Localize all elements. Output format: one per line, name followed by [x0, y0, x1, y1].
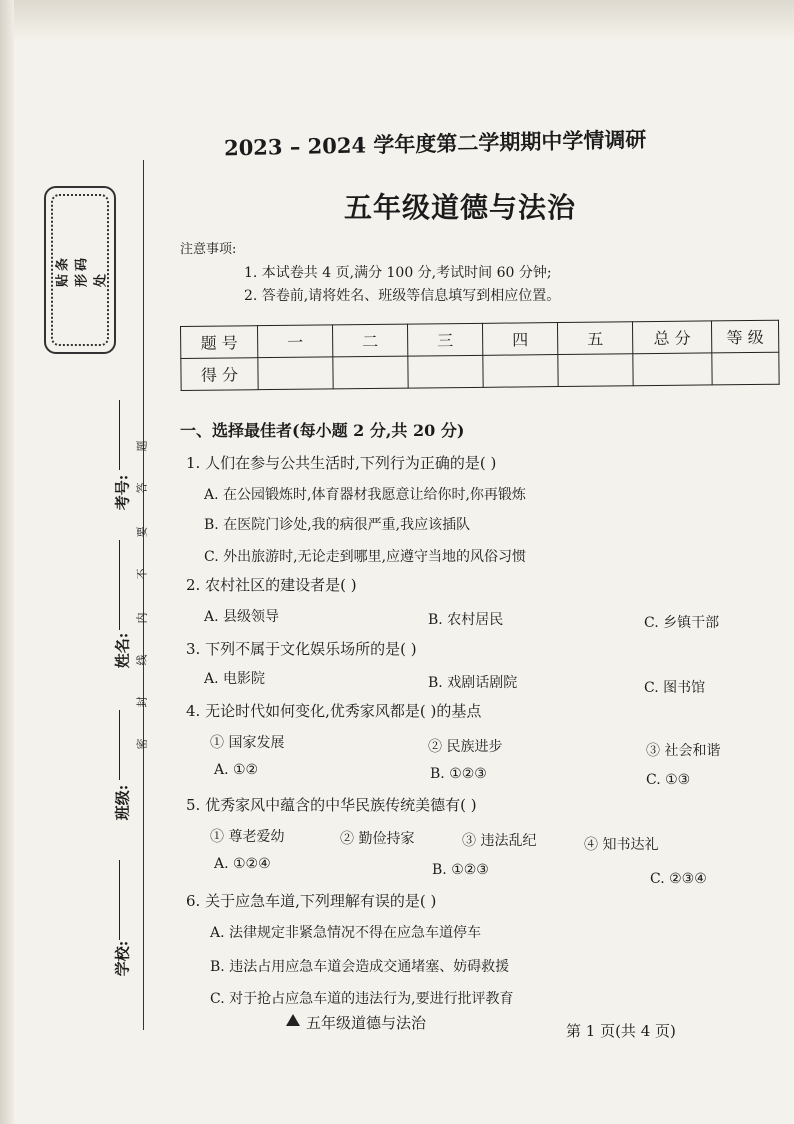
- barcode-box: [44, 186, 116, 354]
- score-header-cell: 一: [258, 325, 333, 358]
- question-option: A. 电影院: [204, 671, 266, 687]
- question-option: B. 农村居民: [428, 612, 504, 628]
- section-heading: 一、选择最佳者(每小题 2 分,共 20 分): [180, 421, 465, 440]
- question-option: B. ①②③: [430, 766, 487, 782]
- seal-char: 密: [135, 738, 149, 750]
- question-item: ① 尊老爱幼: [210, 829, 285, 845]
- question-option: C. 外出旅游时,无论走到哪里,应遵守当地的风俗习惯: [204, 549, 527, 565]
- question-stem: 5. 优秀家风中蕴含的中华民族传统美德有( ): [186, 796, 477, 814]
- school-label: 学校:: [113, 940, 132, 977]
- question-option: C. ②③④: [650, 871, 707, 887]
- question-option: A. ①②: [214, 762, 259, 778]
- score-cell[interactable]: [712, 352, 779, 385]
- barcode-label: 贴条形码处: [55, 254, 109, 287]
- class-label: 班级:: [113, 784, 132, 821]
- class-field[interactable]: [119, 710, 120, 780]
- question-stem: 3. 下列不属于文化娱乐场所的是( ): [186, 640, 417, 658]
- name-label: 姓名:: [113, 632, 132, 669]
- score-header-cell: 四: [482, 323, 557, 356]
- score-cell[interactable]: [558, 354, 633, 387]
- exam-no-label: 考号:: [113, 474, 132, 511]
- question-item: ② 民族进步: [428, 739, 503, 755]
- seal-char: 线: [135, 654, 149, 666]
- paper-top-edge: [0, 0, 794, 42]
- seal-char: 题: [135, 440, 149, 452]
- warning-triangle-icon: [286, 1014, 300, 1026]
- name-field[interactable]: [119, 540, 120, 630]
- score-cell[interactable]: [408, 355, 483, 388]
- paper-left-edge: [0, 0, 14, 1124]
- school-field[interactable]: [119, 860, 120, 940]
- score-cell[interactable]: [333, 356, 408, 389]
- seal-char: 封: [135, 696, 149, 708]
- score-cell[interactable]: [483, 355, 558, 388]
- notice-heading: 注意事项:: [180, 242, 237, 257]
- score-header-cell: 题 号: [181, 326, 258, 359]
- page-number: 第 1 页(共 4 页): [566, 1022, 676, 1040]
- exam-title: 2023 – 2024 学年度第二学期期中学情调研: [223, 126, 647, 161]
- score-header-cell: 等 级: [711, 320, 778, 353]
- question-option: A. ①②④: [214, 856, 271, 872]
- question-option: B. 戏剧话剧院: [428, 675, 518, 691]
- question-option: B. 违法占用应急车道会造成交通堵塞、妨碍救援: [210, 959, 510, 975]
- score-header-cell: 五: [557, 322, 632, 355]
- question-option: C. 对于抢占应急车道的违法行为,要进行批评教育: [210, 991, 514, 1007]
- question-item: ① 国家发展: [210, 735, 285, 751]
- score-header-cell: 三: [407, 323, 482, 356]
- question-stem: 1. 人们在参与公共生活时,下列行为正确的是( ): [186, 454, 497, 472]
- score-table: [180, 320, 780, 391]
- binding-line: [143, 160, 144, 1030]
- score-table-score-row: [181, 352, 779, 390]
- score-header-cell: 总 分: [632, 321, 711, 354]
- score-cell[interactable]: [633, 353, 712, 386]
- subject-title: 五年级道德与法治: [344, 191, 577, 224]
- question-item: ③ 违法乱纪: [462, 833, 537, 849]
- score-cell[interactable]: [258, 357, 333, 390]
- question-item: ④ 知书达礼: [584, 837, 659, 853]
- notice-item: 1. 本试卷共 4 页,满分 100 分,考试时间 60 分钟;: [244, 265, 552, 281]
- question-option: A. 县级领导: [204, 609, 280, 625]
- question-option: C. 乡镇干部: [644, 615, 720, 631]
- question-stem: 6. 关于应急车道,下列理解有误的是( ): [186, 892, 437, 910]
- notice-item: 2. 答卷前,请将姓名、班级等信息填写到相应位置。: [244, 288, 561, 304]
- question-option: B. ①②③: [432, 862, 489, 878]
- question-option: C. ①③: [646, 772, 691, 788]
- score-header-cell: 二: [332, 324, 407, 357]
- question-item: ② 勤俭持家: [340, 831, 415, 847]
- question-stem: 4. 无论时代如何变化,优秀家风都是( )的基点: [186, 702, 482, 720]
- score-row-label: 得 分: [181, 358, 258, 391]
- question-stem: 2. 农村社区的建设者是( ): [186, 576, 357, 594]
- question-option: B. 在医院门诊处,我的病很严重,我应该插队: [204, 517, 471, 533]
- footer-subject: 五年级道德与法治: [306, 1014, 427, 1032]
- question-item: ③ 社会和谐: [646, 743, 721, 759]
- question-option: A. 法律规定非紧急情况不得在应急车道停车: [210, 925, 482, 941]
- seal-char: 答: [135, 482, 149, 494]
- question-option: C. 图书馆: [644, 680, 706, 696]
- question-option: A. 在公园锻炼时,体育器材我愿意让给你时,你再锻炼: [204, 487, 526, 503]
- exam-no-field[interactable]: [119, 400, 120, 470]
- seal-char: 不: [135, 568, 149, 580]
- seal-char: 要: [135, 526, 149, 538]
- seal-char: 内: [135, 612, 149, 624]
